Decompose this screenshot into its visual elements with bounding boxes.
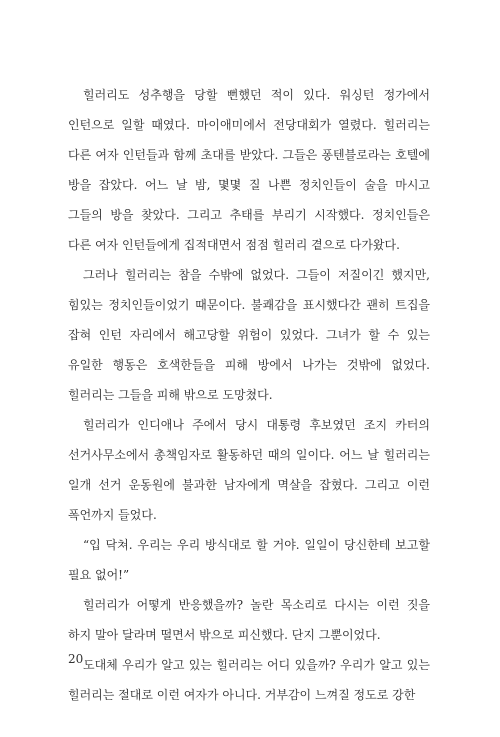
body-text [68,80,430,710]
paragraph-4-quote: “입 닥쳐. 우리는 우리 방식대로 할 거야. 일일이 당신한테 보고할 필요 없어!” [68,538,430,582]
paragraph-2: 그러나 힐러리는 참을 수밖에 없었다. 그들이 저질이긴 했지만, 힘있는 정치인들이었기 때문이다. 불쾌감을 표시했다간 괜히 트집을 잡혀 인턴 자리에서 해고당할 위험이 있었다. 그녀가 할 수 있는 유일한 행동은 호색한들을 피해 방에서 나가는 것밖에 없었다. 힐러리는 그들을 피해 밖으로 도망쳤다. [68,268,430,402]
paragraph-6: 도대체 우리가 알고 있는 힐러리는 어디 있을까? 우리가 알고 있는 힐러리는 절대로 이런 여자가 아니다. 거부감이 느껴질 정도로 강한 [68,658,430,702]
paragraph-3: 힐러리가 인디애나 주에서 당시 대통령 후보였던 조지 카터의 선거사무소에서 총책임자로 활동하던 때의 일이다. 어느 날 힐러리는 일개 선거 운동원에 불과한 남자에게 멱살을 잡혔다. 그리고 이런 폭언까지 들었다. [68,418,430,522]
page-number: 20 [68,652,84,666]
paragraph-5: 힐러리가 어떻게 반응했을까? 놀란 목소리로 다시는 이런 짓을 하지 말아 달라며 떨면서 밖으로 피신했다. 단지 그뿐이었다. [68,598,430,642]
paragraph-1: 힐러리도 성추행을 당할 뻔했던 적이 있다. 워싱턴 정가에서 인턴으로 일할 때였다. 마이애미에서 전당대회가 열렸다. 힐러리는 다른 여자 인턴들과 함께 초대를 받았다. 그들은 퐁텐블로라는 호텔에 방을 잡았다. 어느 날 밤, 몇몇 질 나쁜 정치인들이 술을 마시고 그들의 방을 찾았다. 그리고 추태를 부리기 시작했다. 정치인들은 다른 여자 인턴들에게 집적대면서 점점 힐러리 곁으로 다가왔다. [68,88,430,252]
